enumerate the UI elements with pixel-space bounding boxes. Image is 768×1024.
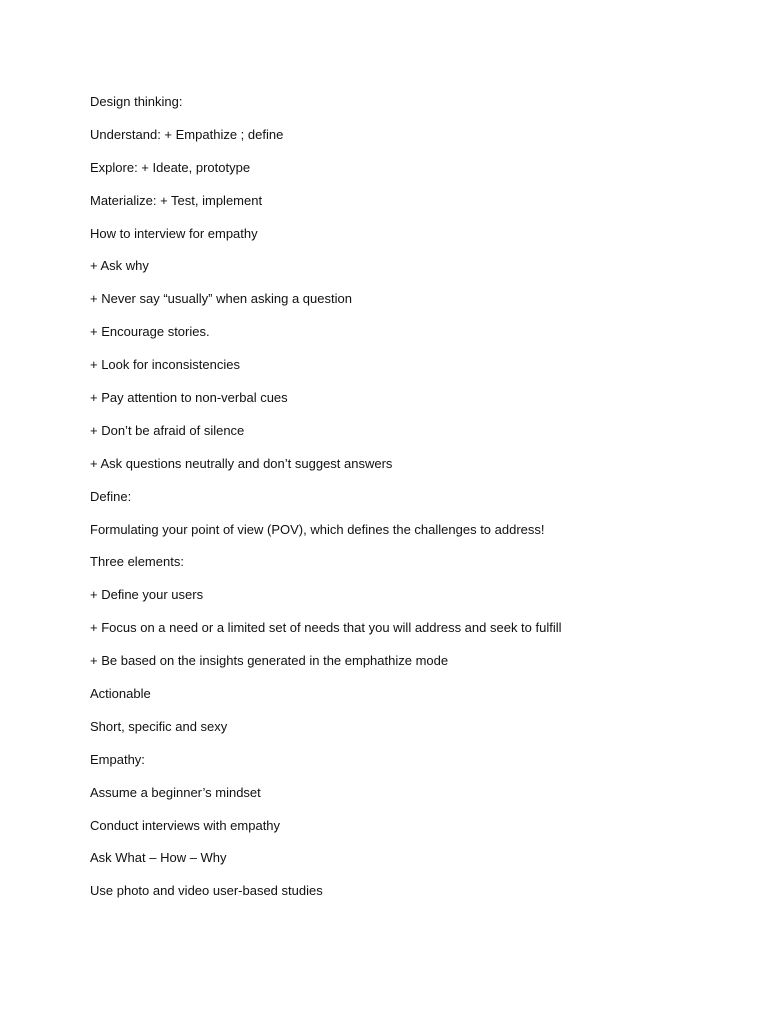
heading-design-thinking: Design thinking: [90,94,183,109]
heading-define: Define: [90,488,132,504]
heading-interview-empathy: How to interview for empathy [90,225,258,241]
notes-text [90,93,730,915]
line-materialize: Materialize: + Test, implement [90,192,263,208]
line-short-specific: Short, specific and sexy [90,718,228,734]
bullet-ask-neutrally: + Ask questions neutrally and don’t suggest answers [90,455,393,471]
bullet-silence: + Don’t be afraid of silence [90,422,245,438]
bullet-insights: + Be based on the insights generated in the emphathize mode [90,653,449,669]
bullet-ask-why: + Ask why [90,258,149,274]
line-conduct-interviews: Conduct interviews with empathy [90,817,281,833]
bullet-define-users: + Define your users [90,587,204,603]
bullet-encourage-stories: + Encourage stories. [90,324,210,340]
heading-three-elements: Three elements: [90,554,184,570]
bullet-never-say-usually: + Never say “usually” when asking a question [90,291,352,307]
line-beginners-mindset: Assume a beginner’s mindset [90,784,261,800]
line-pov: Formulating your point of view (POV), which defines the challenges to address! [90,521,545,537]
bullet-focus-need: + Focus on a need or a limited set of needs that you will address and seek to fulfill [90,620,562,636]
bullet-non-verbal-cues: + Pay attention to non-verbal cues [90,390,288,406]
line-understand: Understand: + Empathize ; define [90,126,284,142]
line-what-how-why: Ask What – How – Why [90,850,227,866]
bullet-inconsistencies: + Look for inconsistencies [90,357,240,373]
line-photo-video: Use photo and video user-based studies [90,883,323,899]
line-actionable: Actionable [90,686,151,702]
line-explore: Explore: + Ideate, prototype [90,159,251,175]
heading-empathy: Empathy: [90,751,145,767]
